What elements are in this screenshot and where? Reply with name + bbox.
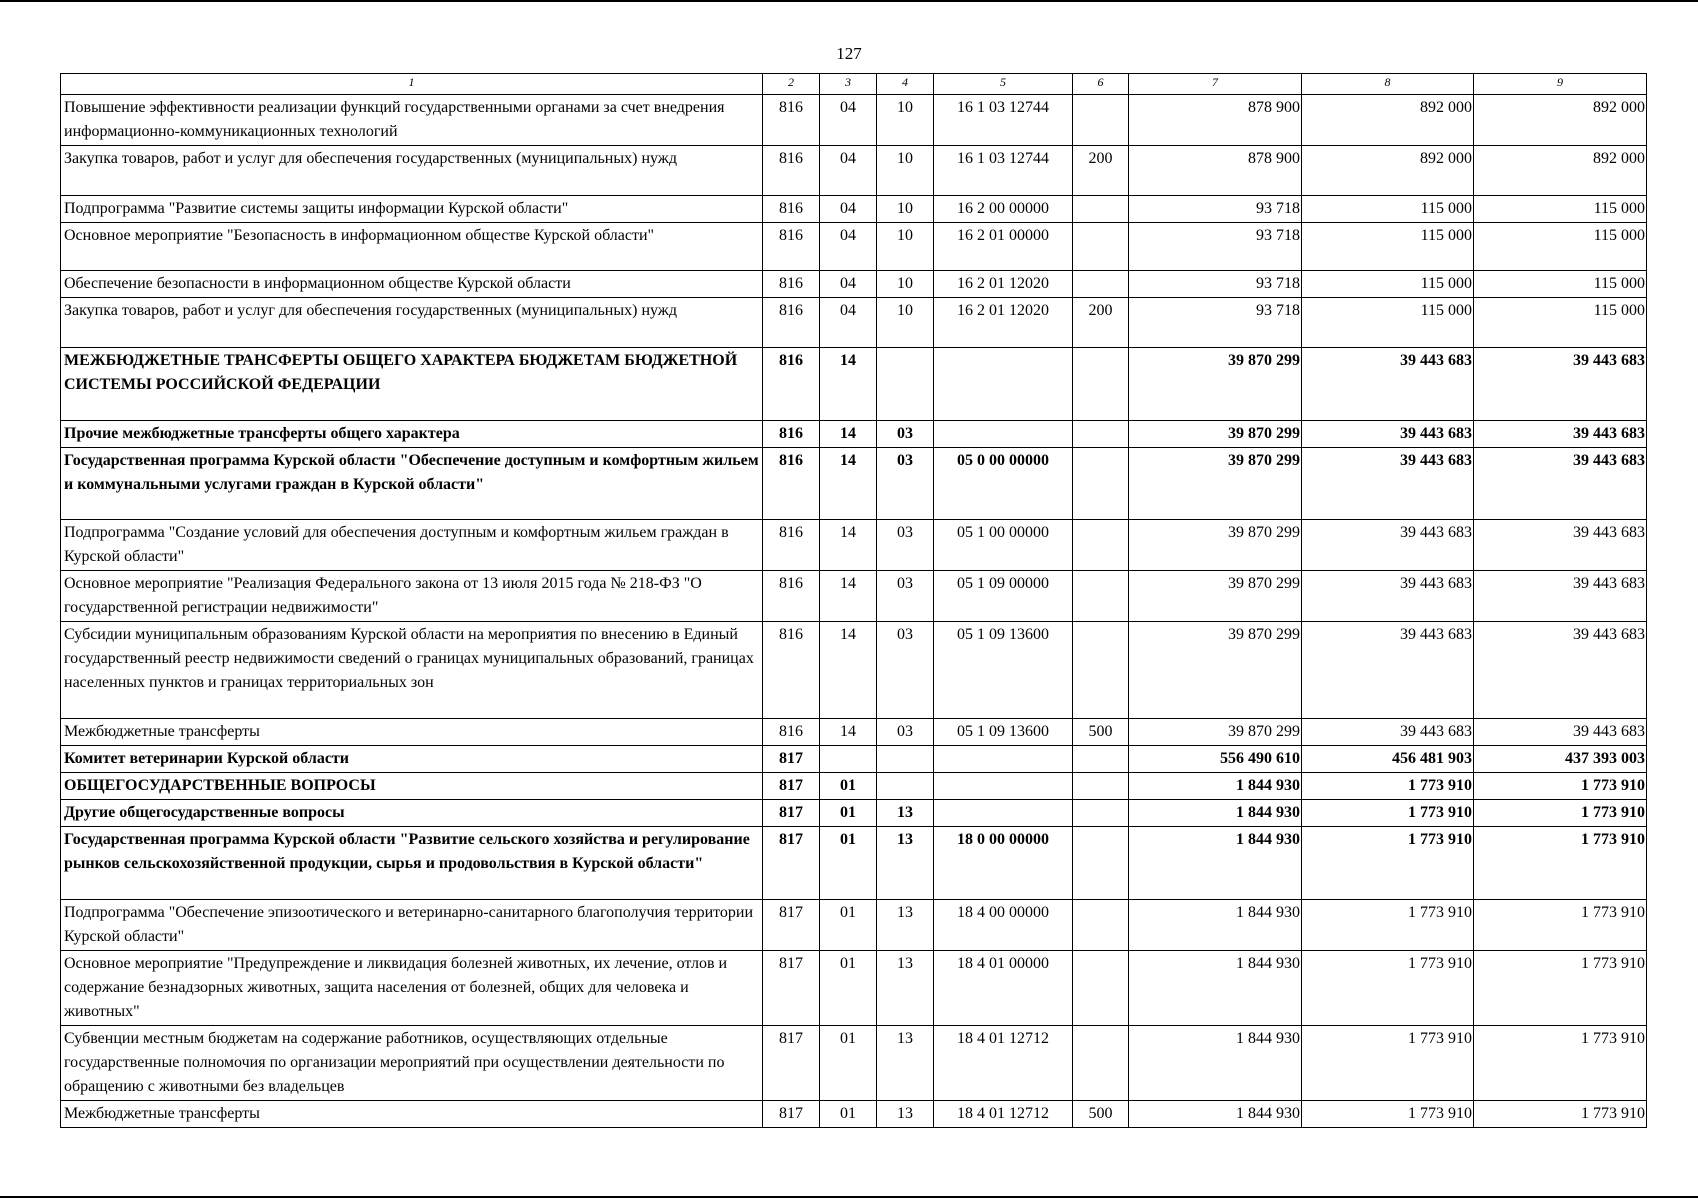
row-description: Другие общегосударственные вопросы bbox=[61, 800, 763, 827]
row-description: Основное мероприятие "Безопасность в информационном обществе Курской области" bbox=[61, 223, 763, 271]
target-article-code: 16 2 01 00000 bbox=[934, 223, 1073, 271]
table-row bbox=[61, 622, 1647, 719]
table-row bbox=[61, 773, 1647, 800]
expense-type-code: 500 bbox=[1073, 1101, 1129, 1128]
admin-code: 816 bbox=[763, 271, 820, 298]
subsection-code: 10 bbox=[877, 95, 934, 146]
amount-year-3: 892 000 bbox=[1474, 95, 1647, 146]
expense-type-code bbox=[1073, 520, 1129, 571]
table-row bbox=[61, 196, 1647, 223]
section-code: 14 bbox=[820, 448, 877, 520]
amount-year-2: 115 000 bbox=[1302, 196, 1474, 223]
table-row bbox=[61, 146, 1647, 196]
admin-code: 816 bbox=[763, 348, 820, 421]
expense-type-code bbox=[1073, 1026, 1129, 1101]
amount-year-3: 1 773 910 bbox=[1474, 1101, 1647, 1128]
column-number-6: 6 bbox=[1073, 74, 1129, 95]
table-header-row bbox=[61, 74, 1647, 95]
expense-type-code bbox=[1073, 951, 1129, 1026]
section-code bbox=[820, 746, 877, 773]
section-code: 04 bbox=[820, 95, 877, 146]
amount-year-1: 39 870 299 bbox=[1129, 719, 1302, 746]
amount-year-3: 115 000 bbox=[1474, 196, 1647, 223]
table-row bbox=[61, 719, 1647, 746]
amount-year-3: 892 000 bbox=[1474, 146, 1647, 196]
admin-code: 817 bbox=[763, 900, 820, 951]
target-article-code: 18 4 01 12712 bbox=[934, 1026, 1073, 1101]
admin-code: 816 bbox=[763, 421, 820, 448]
expense-type-code bbox=[1073, 348, 1129, 421]
table-row bbox=[61, 448, 1647, 520]
expense-type-code bbox=[1073, 421, 1129, 448]
subsection-code: 13 bbox=[877, 900, 934, 951]
amount-year-2: 115 000 bbox=[1302, 223, 1474, 271]
table-row bbox=[61, 1101, 1647, 1128]
amount-year-2: 115 000 bbox=[1302, 298, 1474, 348]
expense-type-code: 200 bbox=[1073, 298, 1129, 348]
admin-code: 816 bbox=[763, 95, 820, 146]
amount-year-3: 1 773 910 bbox=[1474, 900, 1647, 951]
expense-type-code bbox=[1073, 271, 1129, 298]
amount-year-2: 1 773 910 bbox=[1302, 827, 1474, 900]
row-description: Подпрограмма "Обеспечение эпизоотического и ветеринарно-санитарного благополучия территории Курской области" bbox=[61, 900, 763, 951]
subsection-code: 10 bbox=[877, 196, 934, 223]
amount-year-1: 39 870 299 bbox=[1129, 348, 1302, 421]
amount-year-2: 39 443 683 bbox=[1302, 622, 1474, 719]
admin-code: 816 bbox=[763, 196, 820, 223]
admin-code: 817 bbox=[763, 827, 820, 900]
amount-year-2: 39 443 683 bbox=[1302, 719, 1474, 746]
amount-year-3: 115 000 bbox=[1474, 223, 1647, 271]
table-row bbox=[61, 348, 1647, 421]
table-row bbox=[61, 271, 1647, 298]
amount-year-2: 1 773 910 bbox=[1302, 773, 1474, 800]
bottom-border-rule bbox=[0, 1196, 1698, 1198]
amount-year-3: 39 443 683 bbox=[1474, 348, 1647, 421]
row-description: Субвенции местным бюджетам на содержание работников, осуществляющих отдельные государственные полномочия по организации мероприятий при осуществлении деятельности по обращению с животными без владельцев bbox=[61, 1026, 763, 1101]
admin-code: 816 bbox=[763, 622, 820, 719]
target-article-code: 16 2 01 12020 bbox=[934, 271, 1073, 298]
table-row bbox=[61, 1026, 1647, 1101]
expense-type-code bbox=[1073, 800, 1129, 827]
section-code: 04 bbox=[820, 223, 877, 271]
row-description: Подпрограмма "Создание условий для обеспечения доступным и комфортным жильем граждан в Курской области" bbox=[61, 520, 763, 571]
admin-code: 817 bbox=[763, 800, 820, 827]
subsection-code bbox=[877, 746, 934, 773]
subsection-code: 10 bbox=[877, 223, 934, 271]
admin-code: 816 bbox=[763, 146, 820, 196]
subsection-code bbox=[877, 773, 934, 800]
admin-code: 816 bbox=[763, 719, 820, 746]
subsection-code: 03 bbox=[877, 622, 934, 719]
section-code: 01 bbox=[820, 773, 877, 800]
expense-type-code bbox=[1073, 448, 1129, 520]
admin-code: 817 bbox=[763, 1101, 820, 1128]
target-article-code: 16 2 00 00000 bbox=[934, 196, 1073, 223]
admin-code: 816 bbox=[763, 520, 820, 571]
section-code: 14 bbox=[820, 622, 877, 719]
row-description: Государственная программа Курской области "Развитие сельского хозяйства и регулирование рынков сельскохозяйственной продукции, сырья и продовольствия в Курской области" bbox=[61, 827, 763, 900]
amount-year-3: 1 773 910 bbox=[1474, 1026, 1647, 1101]
row-description: Подпрограмма "Развитие системы защиты информации Курской области" bbox=[61, 196, 763, 223]
target-article-code: 18 4 01 12712 bbox=[934, 1101, 1073, 1128]
row-description: Субсидии муниципальным образованиям Курской области на мероприятия по внесению в Единый государственный реестр недвижимости сведений о границах муниципальных образований, границах населенных пунктов и границах территориальных зон bbox=[61, 622, 763, 719]
amount-year-3: 39 443 683 bbox=[1474, 622, 1647, 719]
column-number-1: 1 bbox=[61, 74, 763, 95]
expense-type-code bbox=[1073, 746, 1129, 773]
target-article-code: 18 4 01 00000 bbox=[934, 951, 1073, 1026]
amount-year-2: 456 481 903 bbox=[1302, 746, 1474, 773]
amount-year-2: 39 443 683 bbox=[1302, 448, 1474, 520]
amount-year-1: 878 900 bbox=[1129, 146, 1302, 196]
row-description: Межбюджетные трансферты bbox=[61, 719, 763, 746]
amount-year-3: 437 393 003 bbox=[1474, 746, 1647, 773]
column-number-8: 8 bbox=[1302, 74, 1474, 95]
section-code: 01 bbox=[820, 1026, 877, 1101]
amount-year-2: 39 443 683 bbox=[1302, 571, 1474, 622]
admin-code: 817 bbox=[763, 951, 820, 1026]
admin-code: 816 bbox=[763, 223, 820, 271]
amount-year-1: 39 870 299 bbox=[1129, 571, 1302, 622]
amount-year-3: 115 000 bbox=[1474, 298, 1647, 348]
expense-type-code bbox=[1073, 900, 1129, 951]
amount-year-3: 1 773 910 bbox=[1474, 951, 1647, 1026]
subsection-code: 10 bbox=[877, 298, 934, 348]
amount-year-1: 39 870 299 bbox=[1129, 520, 1302, 571]
row-description: МЕЖБЮДЖЕТНЫЕ ТРАНСФЕРТЫ ОБЩЕГО ХАРАКТЕРА БЮДЖЕТАМ БЮДЖЕТНОЙ СИСТЕМЫ РОССИЙСКОЙ ФЕДЕРАЦИИ bbox=[61, 348, 763, 421]
subsection-code: 13 bbox=[877, 1026, 934, 1101]
subsection-code: 13 bbox=[877, 1101, 934, 1128]
expense-type-code bbox=[1073, 773, 1129, 800]
target-article-code: 16 1 03 12744 bbox=[934, 95, 1073, 146]
section-code: 01 bbox=[820, 900, 877, 951]
target-article-code: 18 4 00 00000 bbox=[934, 900, 1073, 951]
section-code: 04 bbox=[820, 196, 877, 223]
subsection-code: 10 bbox=[877, 146, 934, 196]
row-description: ОБЩЕГОСУДАРСТВЕННЫЕ ВОПРОСЫ bbox=[61, 773, 763, 800]
amount-year-3: 39 443 683 bbox=[1474, 571, 1647, 622]
section-code: 04 bbox=[820, 146, 877, 196]
expense-type-code: 500 bbox=[1073, 719, 1129, 746]
section-code: 14 bbox=[820, 348, 877, 421]
subsection-code: 13 bbox=[877, 800, 934, 827]
section-code: 14 bbox=[820, 571, 877, 622]
section-code: 14 bbox=[820, 719, 877, 746]
subsection-code bbox=[877, 348, 934, 421]
row-description: Основное мероприятие "Предупреждение и ликвидация болезней животных, их лечение, отлов и содержание безнадзорных животных, защита населения от болезней, общих для человека и животных" bbox=[61, 951, 763, 1026]
amount-year-1: 39 870 299 bbox=[1129, 421, 1302, 448]
amount-year-1: 1 844 930 bbox=[1129, 800, 1302, 827]
column-number-5: 5 bbox=[934, 74, 1073, 95]
amount-year-1: 39 870 299 bbox=[1129, 622, 1302, 719]
row-description: Прочие межбюджетные трансферты общего характера bbox=[61, 421, 763, 448]
row-description: Закупка товаров, работ и услуг для обеспечения государственных (муниципальных) нужд bbox=[61, 298, 763, 348]
amount-year-1: 93 718 bbox=[1129, 223, 1302, 271]
table-row bbox=[61, 520, 1647, 571]
target-article-code bbox=[934, 800, 1073, 827]
amount-year-1: 93 718 bbox=[1129, 298, 1302, 348]
amount-year-1: 1 844 930 bbox=[1129, 951, 1302, 1026]
subsection-code: 10 bbox=[877, 271, 934, 298]
table-row bbox=[61, 95, 1647, 146]
amount-year-1: 1 844 930 bbox=[1129, 1026, 1302, 1101]
amount-year-3: 1 773 910 bbox=[1474, 827, 1647, 900]
amount-year-3: 1 773 910 bbox=[1474, 800, 1647, 827]
table-row bbox=[61, 900, 1647, 951]
target-article-code bbox=[934, 421, 1073, 448]
section-code: 04 bbox=[820, 298, 877, 348]
row-description: Основное мероприятие "Реализация Федерального закона от 13 июля 2015 года № 218-ФЗ "О государственной регистрации недвижимости" bbox=[61, 571, 763, 622]
amount-year-2: 1 773 910 bbox=[1302, 951, 1474, 1026]
target-article-code bbox=[934, 348, 1073, 421]
row-description: Государственная программа Курской области "Обеспечение доступным и комфортным жильем и коммунальными услугами граждан в Курской области" bbox=[61, 448, 763, 520]
amount-year-1: 1 844 930 bbox=[1129, 1101, 1302, 1128]
table-row bbox=[61, 421, 1647, 448]
row-description: Закупка товаров, работ и услуг для обеспечения государственных (муниципальных) нужд bbox=[61, 146, 763, 196]
row-description: Межбюджетные трансферты bbox=[61, 1101, 763, 1128]
column-number-9: 9 bbox=[1474, 74, 1647, 95]
amount-year-2: 892 000 bbox=[1302, 95, 1474, 146]
admin-code: 817 bbox=[763, 746, 820, 773]
column-number-2: 2 bbox=[763, 74, 820, 95]
amount-year-1: 1 844 930 bbox=[1129, 900, 1302, 951]
row-description: Обеспечение безопасности в информационном обществе Курской области bbox=[61, 271, 763, 298]
subsection-code: 13 bbox=[877, 951, 934, 1026]
subsection-code: 03 bbox=[877, 719, 934, 746]
expense-type-code bbox=[1073, 827, 1129, 900]
section-code: 14 bbox=[820, 520, 877, 571]
target-article-code: 16 1 03 12744 bbox=[934, 146, 1073, 196]
amount-year-2: 39 443 683 bbox=[1302, 520, 1474, 571]
amount-year-3: 39 443 683 bbox=[1474, 448, 1647, 520]
table-row bbox=[61, 951, 1647, 1026]
amount-year-1: 878 900 bbox=[1129, 95, 1302, 146]
amount-year-2: 892 000 bbox=[1302, 146, 1474, 196]
subsection-code: 03 bbox=[877, 571, 934, 622]
target-article-code: 05 1 09 13600 bbox=[934, 622, 1073, 719]
admin-code: 816 bbox=[763, 448, 820, 520]
section-code: 01 bbox=[820, 1101, 877, 1128]
column-number-7: 7 bbox=[1129, 74, 1302, 95]
row-description: Комитет ветеринарии Курской области bbox=[61, 746, 763, 773]
amount-year-2: 1 773 910 bbox=[1302, 1101, 1474, 1128]
amount-year-2: 115 000 bbox=[1302, 271, 1474, 298]
section-code: 01 bbox=[820, 800, 877, 827]
section-code: 01 bbox=[820, 951, 877, 1026]
column-number-4: 4 bbox=[877, 74, 934, 95]
amount-year-1: 93 718 bbox=[1129, 196, 1302, 223]
amount-year-2: 1 773 910 bbox=[1302, 800, 1474, 827]
amount-year-2: 1 773 910 bbox=[1302, 900, 1474, 951]
amount-year-1: 556 490 610 bbox=[1129, 746, 1302, 773]
target-article-code: 18 0 00 00000 bbox=[934, 827, 1073, 900]
budget-table bbox=[60, 73, 1647, 1128]
table-row bbox=[61, 571, 1647, 622]
amount-year-3: 39 443 683 bbox=[1474, 421, 1647, 448]
expense-type-code: 200 bbox=[1073, 146, 1129, 196]
row-description: Повышение эффективности реализации функций государственными органами за счет внедрения информационно-коммуникационных технологий bbox=[61, 95, 763, 146]
admin-code: 816 bbox=[763, 298, 820, 348]
amount-year-3: 39 443 683 bbox=[1474, 719, 1647, 746]
target-article-code bbox=[934, 773, 1073, 800]
amount-year-1: 1 844 930 bbox=[1129, 827, 1302, 900]
page-number: 127 bbox=[836, 44, 862, 63]
section-code: 14 bbox=[820, 421, 877, 448]
target-article-code: 05 1 09 13600 bbox=[934, 719, 1073, 746]
admin-code: 816 bbox=[763, 571, 820, 622]
admin-code: 817 bbox=[763, 1026, 820, 1101]
target-article-code: 05 1 00 00000 bbox=[934, 520, 1073, 571]
table-row bbox=[61, 223, 1647, 271]
target-article-code: 16 2 01 12020 bbox=[934, 298, 1073, 348]
admin-code: 817 bbox=[763, 773, 820, 800]
expense-type-code bbox=[1073, 223, 1129, 271]
top-border-rule bbox=[0, 0, 1698, 2]
expense-type-code bbox=[1073, 622, 1129, 719]
amount-year-1: 1 844 930 bbox=[1129, 773, 1302, 800]
target-article-code: 05 0 00 00000 bbox=[934, 448, 1073, 520]
table-row bbox=[61, 827, 1647, 900]
table-row bbox=[61, 746, 1647, 773]
subsection-code: 03 bbox=[877, 421, 934, 448]
amount-year-1: 93 718 bbox=[1129, 271, 1302, 298]
amount-year-3: 1 773 910 bbox=[1474, 773, 1647, 800]
amount-year-1: 39 870 299 bbox=[1129, 448, 1302, 520]
table-row bbox=[61, 298, 1647, 348]
amount-year-2: 39 443 683 bbox=[1302, 421, 1474, 448]
amount-year-2: 1 773 910 bbox=[1302, 1026, 1474, 1101]
column-number-3: 3 bbox=[820, 74, 877, 95]
subsection-code: 13 bbox=[877, 827, 934, 900]
subsection-code: 03 bbox=[877, 448, 934, 520]
expense-type-code bbox=[1073, 196, 1129, 223]
subsection-code: 03 bbox=[877, 520, 934, 571]
amount-year-2: 39 443 683 bbox=[1302, 348, 1474, 421]
table-row bbox=[61, 800, 1647, 827]
amount-year-3: 115 000 bbox=[1474, 271, 1647, 298]
expense-type-code bbox=[1073, 571, 1129, 622]
expense-type-code bbox=[1073, 95, 1129, 146]
target-article-code bbox=[934, 746, 1073, 773]
section-code: 04 bbox=[820, 271, 877, 298]
section-code: 01 bbox=[820, 827, 877, 900]
amount-year-3: 39 443 683 bbox=[1474, 520, 1647, 571]
target-article-code: 05 1 09 00000 bbox=[934, 571, 1073, 622]
